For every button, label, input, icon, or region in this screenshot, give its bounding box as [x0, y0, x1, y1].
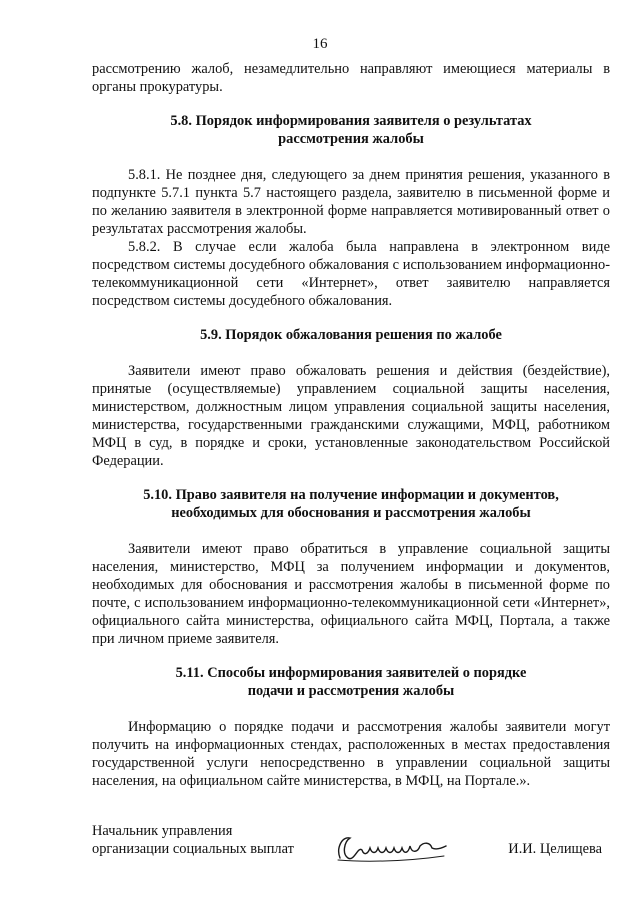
heading-line: 5.10. Право заявителя на получение информации и документов, — [143, 487, 559, 503]
section-heading-5-11 — [92, 664, 610, 700]
document-body — [92, 60, 610, 790]
signatory-title-line: организации социальных выплат — [92, 841, 294, 857]
heading-line: рассмотрения жалобы — [278, 131, 424, 147]
signatory-name: И.И. Целищева — [508, 841, 602, 857]
paragraph-5-9: Заявители имеют право обжаловать решения и действия (бездействие), принятые (осуществляемые) управлением социальной защиты населения, министерством, должностным лицом управления социальной защиты населения, министерства, государственными гражданскими служащими, МФЦ, работником МФЦ в суд, в порядке и сроки, установленные законодательством Российской Федерации. — [92, 363, 610, 469]
heading-line: подачи и рассмотрения жалобы — [247, 683, 455, 699]
paragraph-5-10: Заявители имеют право обратиться в управление социальной защиты населения, министерство, МФЦ за получением информации и документов, необходимых для обоснования и рассмотрения жалобы в письменной форме по почте, с использованием информационно-телекоммуникационной сети «Интернет», официального сайта министерства, официального сайта МФЦ, Портала, а также при личном приеме заявителя. — [92, 541, 610, 647]
handwritten-signature-icon — [332, 828, 452, 868]
heading-line: 5.11. Способы информирования заявителей о порядке — [175, 665, 527, 681]
paragraph-5-11: Информацию о порядке подачи и рассмотрения жалобы заявители могут получить на информационных стендах, расположенных в местах предоставления государственной услуги непосредственно в управлении социальной защиты населения, на официальном сайте министерства, в МФЦ, на Портале.». — [92, 719, 610, 789]
paragraph-5-8-1: 5.8.1. Не позднее дня, следующего за днем принятия решения, указанного в подпункте 5.7.1 пункта 5.7 настоящего раздела, заявителю в письменной форме и по желанию заявителя в электронной форме направляется мотивированный ответ о результатах рассмотрения жалобы. — [92, 167, 610, 237]
section-heading-5-10 — [92, 486, 610, 522]
heading-line: 5.8. Порядок информирования заявителя о результатах — [170, 113, 532, 129]
signatory-title — [92, 822, 294, 858]
paragraph-5-8-2: 5.8.2. В случае если жалоба была направлена в электронном виде посредством системы досудебного обжалования с использованием информационно-телекоммуникационной сети «Интернет», ответ заявителю направляется посредством системы досудебного обжалования. — [92, 239, 610, 309]
section-heading-5-8 — [92, 112, 610, 148]
heading-line: необходимых для обоснования и рассмотрения жалобы — [171, 505, 531, 521]
section-heading-5-9 — [92, 326, 610, 344]
signatory-title-line: Начальник управления — [92, 823, 233, 839]
heading-line: 5.9. Порядок обжалования решения по жалобе — [200, 327, 502, 343]
page-number: 16 — [312, 36, 328, 52]
intro-paragraph: рассмотрению жалоб, незамедлительно направляют имеющиеся материалы в органы прокуратуры. — [92, 61, 610, 95]
